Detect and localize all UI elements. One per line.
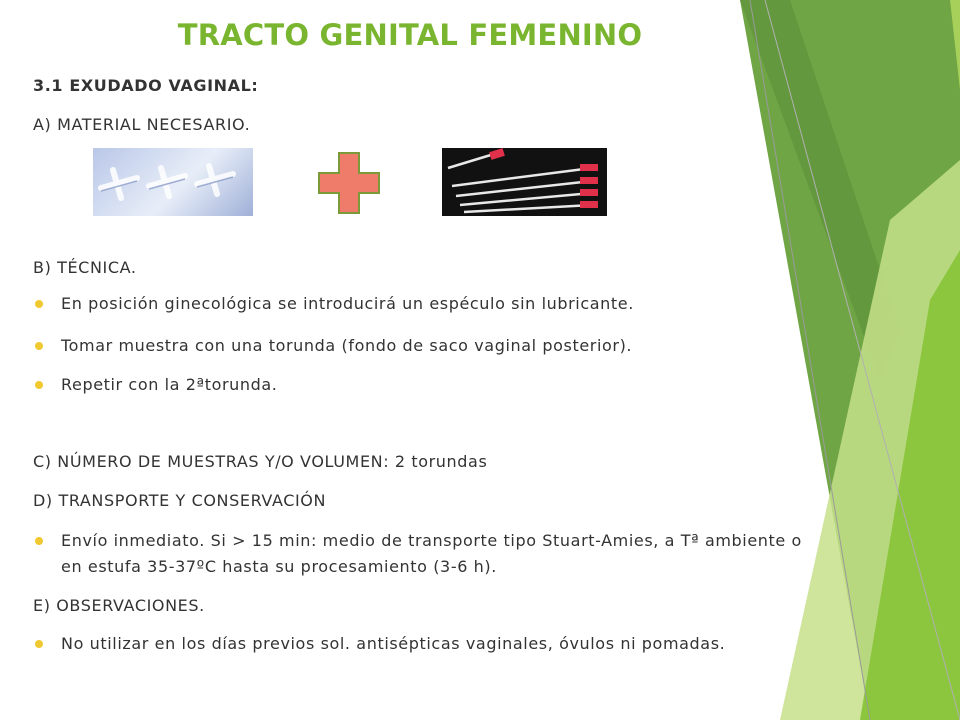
samples-text: C) NÚMERO DE MUESTRAS Y/O VOLUMEN: 2 torundas — [33, 452, 488, 471]
bullet-dot — [35, 342, 43, 350]
bullet-dot — [35, 537, 43, 545]
transport-bullet-line-1: Envío inmediato. Si > 15 min: medio de transporte tipo Stuart-Amies, a Tª ambiente o — [61, 531, 802, 550]
observations-bullet: No utilizar en los días previos sol. antisépticas vaginales, óvulos ni pomadas. — [61, 634, 726, 653]
bullet-dot — [35, 300, 43, 308]
speculum-image — [93, 148, 253, 216]
observations-heading: E) OBSERVACIONES. — [33, 596, 205, 615]
transport-heading: D) TRANSPORTE Y CONSERVACIÓN — [33, 491, 327, 510]
technique-bullet-2: Tomar muestra con una torunda (fondo de saco vaginal posterior). — [61, 336, 633, 355]
speculum-illustration — [93, 148, 253, 216]
technique-heading: B) TÉCNICA. — [33, 258, 137, 277]
swabs-illustration — [442, 148, 607, 216]
bullet-dot — [35, 381, 43, 389]
plus-icon — [318, 152, 380, 214]
technique-bullet-3: Repetir con la 2ªtorunda. — [61, 375, 278, 394]
transport-bullet-line-2: en estufa 35-37ºC hasta su procesamiento (3-6 h). — [61, 557, 497, 576]
swabs-image — [442, 148, 607, 216]
technique-bullet-1: En posición ginecológica se introducirá un espéculo sin lubricante. — [61, 294, 634, 313]
material-heading: A) MATERIAL NECESARIO. — [33, 115, 251, 134]
bullet-dot — [35, 640, 43, 648]
section-heading: 3.1 EXUDADO VAGINAL: — [33, 76, 259, 95]
slide-title: TRACTO GENITAL FEMENINO — [177, 18, 643, 52]
